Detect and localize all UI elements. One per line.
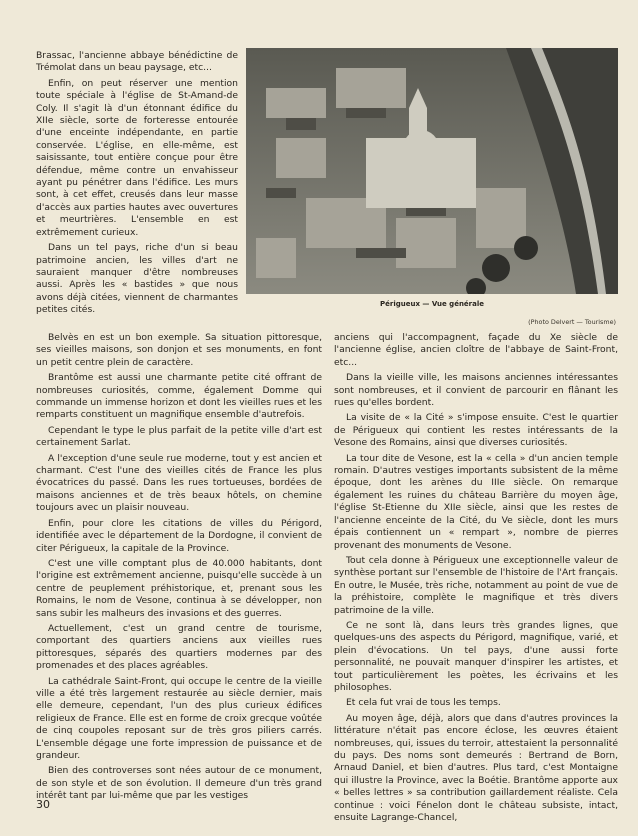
paragraph: C'est une ville comptant plus de 40.000 habitants, dont l'origine est extrêmement ancienne, puisqu'elle succède à un centre de peuplement préhistorique, et, prenant sous les Romains, le nom de Vesone, continua à se développer, non sans subir les malheurs des invasions et des guerres. [36, 557, 322, 619]
aerial-photo-perigueux [246, 48, 618, 294]
paragraph: La cathédrale Saint-Front, qui occupe le centre de la vieille ville a été très largement restaurée au siècle dernier, mais elle demeure, cependant, l'un des plus curieux édifices religieux de France. Elle est en forme de croix grecque voûtée de cinq coupoles reposant sur de très gros piliers carrés. L'ensemble dégage une forte impression de puissance et de grandeur. [36, 675, 322, 761]
paragraph: Et cela fut vrai de tous les temps. [346, 697, 501, 709]
paragraph: Dans la vieille ville, les maisons anciennes intéressantes sont nombreuses, et il convient de parcourir en flânant les rues qu'elles bordent. [334, 372, 618, 409]
paragraph: Au moyen âge, déjà, alors que dans d'autres provinces la littérature n'était pas encore éclose, les œuvres étaient nombreuses, qui, issues du terroir, attestaient la personnalité du pays. Des noms sont demeurés : Bertrand de Born, Arnaud Daniel, et bien d'autres. Plus tard, c'est Montaigne qui illustre la Province, avec la Boétie. Brantôme apporte aux « belles lettres » sa contribution gaillardement réaliste. Cela continue : voici Fénelon dont le château subsiste, intact, ensuite Lagrange-Chancel, [334, 712, 618, 824]
paragraph: anciens qui l'accompagnent, façade du Xe siècle de l'ancienne église, ancien cloître de l'abbaye de Saint-Front, etc... [334, 332, 618, 368]
paragraph: Tout cela donne à Périgueux une exceptionnelle valeur de synthèse portant sur l'ensemble de l'histoire de l'Art français. En outre, le Musée, très riche, notamment au point de vue de la préhistoire, complète le magnifique et très divers patrimoine de la ville. [334, 554, 618, 616]
paragraph: Cependant le type le plus parfait de la petite ville d'art est certainement Sarlat. [36, 424, 322, 449]
paragraph: Brassac, l'ancienne abbaye bénédictine de Trémolat dans un beau paysage, etc... [36, 50, 238, 74]
paragraph: Brantôme est aussi une charmante petite cité offrant de nombreuses curiosités, comme, également Domme qui commande un immense horizon et dont les vieilles rues et les remparts constituent un magnifique ensemble d'autrefois. [36, 372, 322, 421]
text-column-top-left [36, 50, 238, 320]
paragraph: A l'exception d'une seule rue moderne, tout y est ancien et charmant. C'est l'une des vieilles cités de France les plus évocatrices du passé. Dans les rues tortueuses, bordées de maisons anciennes et de très beaux hôtels, on chemine toujours avec un plaisir nouveau. [36, 452, 322, 514]
paragraph: Bien des controverses sont nées autour de ce monument, de son style et de son évolution. Il demeure d'un très grand intérêt tant par lui-même que par les vestiges [36, 765, 322, 802]
paragraph: Belvès en est un bon exemple. Sa situation pittoresque, ses vieilles maisons, son donjon et ses monuments, en font un petit centre plein de caractère. [36, 332, 322, 368]
text-column-bottom-right [334, 332, 618, 827]
paragraph: La tour dite de Vesone, est la « cella » d'un ancien temple romain. D'autres vestiges importants subsistent de la même époque, dont les arènes du IIIe siècle. On remarque également les ruines du château Barrière du moyen âge, l'église St-Etienne du XIIe siècle, ainsi que les restes de l'ancienne enceinte de la Cité, du Ve siècle, dont les murs épais contiennent un « rempart », nombre de pierres provenant des monuments de Vesone. [334, 452, 618, 551]
paragraph: Enfin, on peut réserver une mention toute spéciale à l'église de St-Amand-de Coly. Il s'agit là d'un étonnant édifice du XIIe siècle, sorte de forteresse entourée d'une enceinte indépendante, en partie conservée. L'église, en elle-même, est saisissante, tout entière conçue pour être défendue, même contre un envahisseur ayant pu pénétrer dans l'édifice. Les murs sont, à cet effet, creusés dans leur masse d'accès aux parties hautes avec ouvertures et meurtrières. L'ensemble en est extrêmement curieux. [36, 77, 238, 238]
photo-credit: (Photo Delvert — Tourisme) [528, 318, 616, 326]
paragraph: La visite de « la Cité » s'impose ensuite. C'est le quartier de Périgueux qui contient les restes intéressants de la Vesone des Romains, ainsi que diverses curiosités. [334, 412, 618, 449]
paragraph: Actuellement, c'est un grand centre de tourisme, comportant des quartiers anciens aux vieilles rues pittoresques, séparés des quartiers modernes par des promenades et des places agréables. [36, 622, 322, 672]
paragraph: Enfin, pour clore les citations de villes du Périgord, identifiée avec le département de la Dordogne, il convient de citer Périgueux, la capitale de la Province. [36, 517, 322, 554]
paragraph: Ce ne sont là, dans leurs très grandes lignes, que quelques-uns des aspects du Périgord, magnifique, varié, et plein d'évocations. Un tel pays, d'une aussi forte personnalité, ne pouvait manquer d'inspirer les artistes, et tout particulièrement les poètes, les écrivains et les philosophes. [334, 619, 618, 693]
text-column-bottom-left [36, 332, 322, 806]
page-number: 30 [36, 798, 50, 811]
paragraph: Dans un tel pays, riche d'un si beau patrimoine ancien, les villes d'art ne sauraient manquer d'être nombreuses aussi. Après les « bastides » que nous avons déjà citées, viennent de charmantes petites cités. [36, 242, 238, 316]
photo-caption: Périgueux — Vue générale [380, 300, 484, 308]
